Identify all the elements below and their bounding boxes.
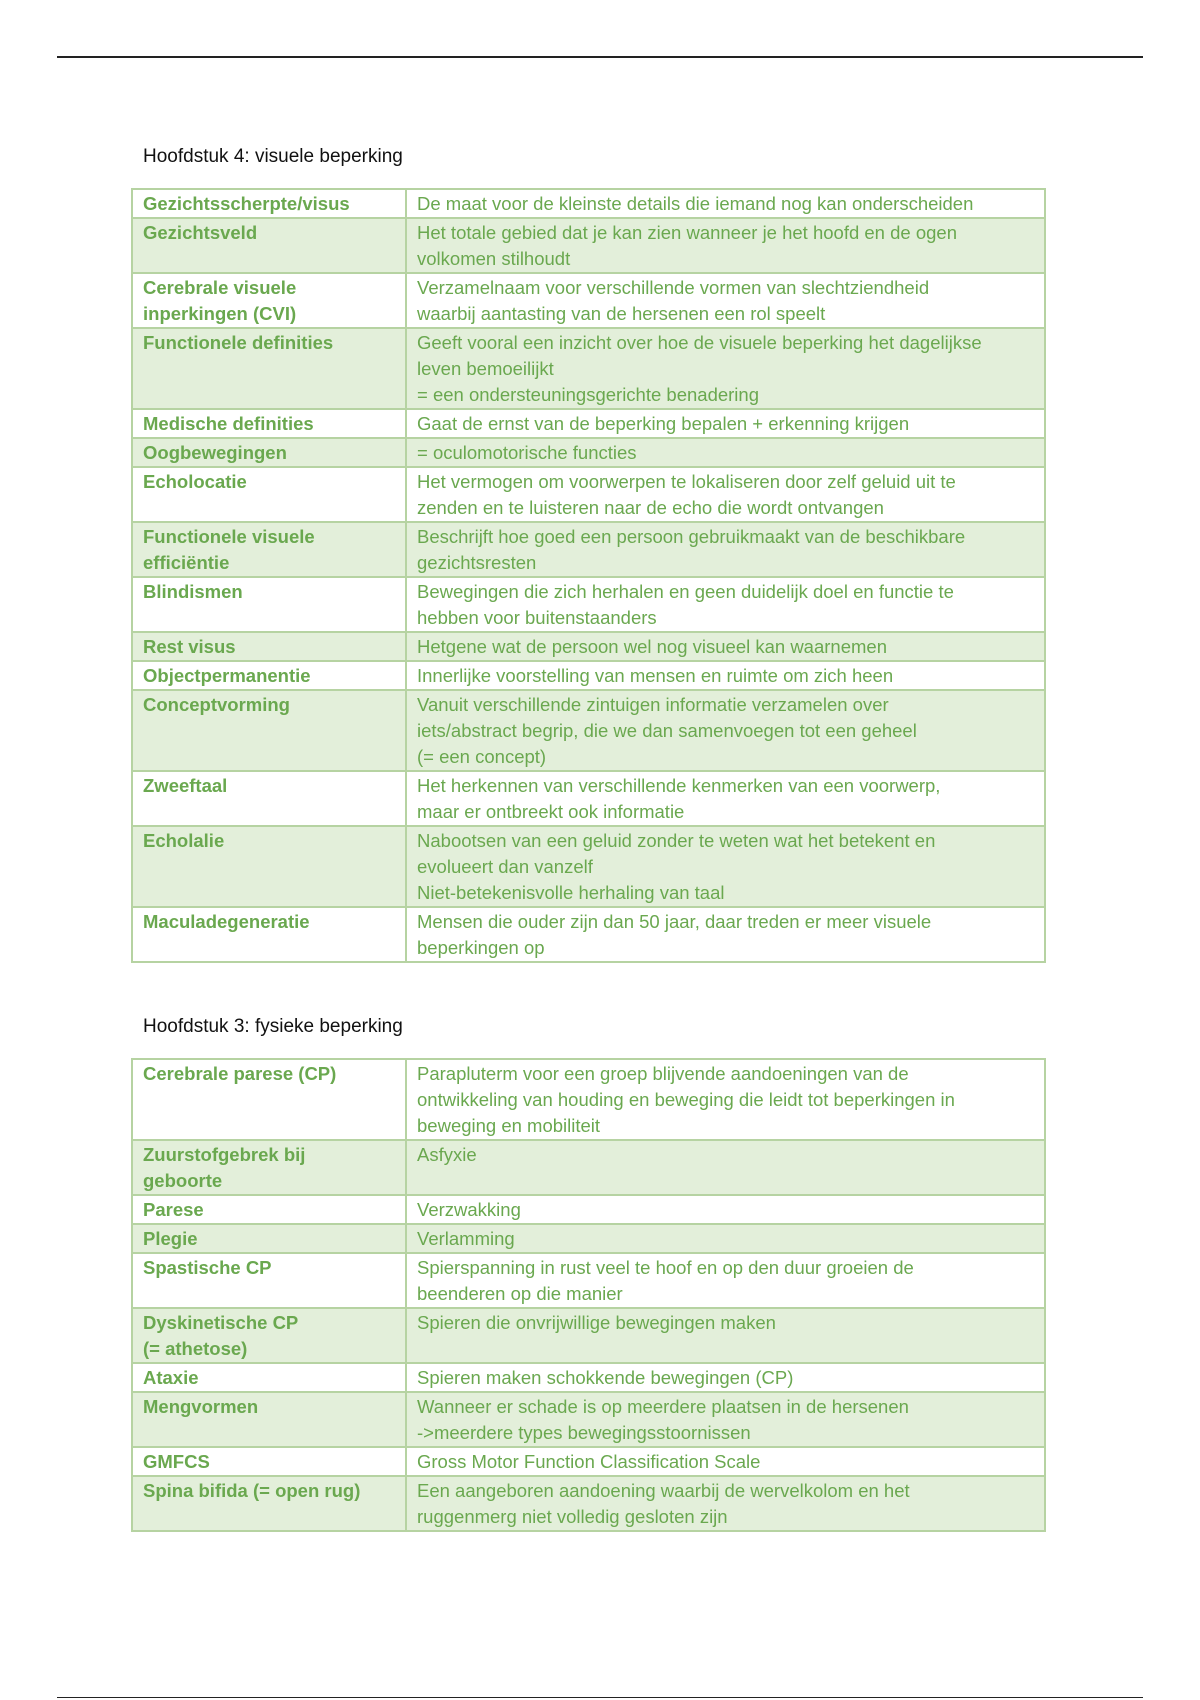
glossary-definition — [406, 409, 1045, 438]
term-line: Oogbewegingen — [143, 442, 287, 463]
term-line: Spastische CP — [143, 1257, 272, 1278]
glossary-row — [132, 1447, 1045, 1476]
glossary-row — [132, 273, 1045, 328]
glossary-definition — [406, 1195, 1045, 1224]
term-line: geboorte — [143, 1170, 223, 1191]
glossary-row — [132, 1392, 1045, 1447]
glossary-definition — [406, 438, 1045, 467]
glossary-term — [132, 1224, 406, 1253]
glossary-term — [132, 328, 406, 409]
glossary-term — [132, 189, 406, 218]
glossary-row — [132, 409, 1045, 438]
glossary-term — [132, 632, 406, 661]
definition-line: (= een concept) — [417, 746, 547, 767]
definition-line: Bewegingen die zich herhalen en geen duidelijk doel en functie te — [417, 581, 954, 602]
definition-line: De maat voor de kleinste details die iemand nog kan onderscheiden — [417, 193, 974, 214]
glossary-term — [132, 467, 406, 522]
definition-line: Een aangeboren aandoening waarbij de wervelkolom en het — [417, 1480, 910, 1501]
glossary-term — [132, 661, 406, 690]
definition-line: Het totale gebied dat je kan zien wanneer je het hoofd en de ogen — [417, 222, 957, 243]
glossary-definition — [406, 632, 1045, 661]
term-line: Functionele definities — [143, 332, 334, 353]
definition-line: Verlamming — [417, 1228, 515, 1249]
glossary-term — [132, 438, 406, 467]
glossary-term — [132, 1476, 406, 1531]
visual-impairment-glossary — [131, 188, 1046, 963]
chapter-3-heading: Hoofdstuk 3: fysieke beperking — [143, 1016, 403, 1037]
glossary-term — [132, 273, 406, 328]
definition-line: Parapluterm voor een groep blijvende aandoeningen van de — [417, 1063, 909, 1084]
glossary-row — [132, 1308, 1045, 1363]
definition-line: ruggenmerg niet volledig gesloten zijn — [417, 1506, 728, 1527]
definition-line: maar er ontbreekt ook informatie — [417, 801, 685, 822]
definition-line: ontwikkeling van houding en beweging die leidt tot beperkingen in — [417, 1089, 955, 1110]
glossary-row — [132, 522, 1045, 577]
glossary-term — [132, 409, 406, 438]
glossary-definition — [406, 1308, 1045, 1363]
definition-line: Het vermogen om voorwerpen te lokaliseren door zelf geluid uit te — [417, 471, 956, 492]
glossary-term — [132, 826, 406, 907]
definition-line: evolueert dan vanzelf — [417, 856, 593, 877]
glossary-row — [132, 1140, 1045, 1195]
header-rule — [57, 56, 1143, 58]
definition-line: hebben voor buitenstaanders — [417, 607, 657, 628]
glossary-definition — [406, 1140, 1045, 1195]
glossary-definition — [406, 1253, 1045, 1308]
term-line: Rest visus — [143, 636, 236, 657]
glossary-term — [132, 1059, 406, 1140]
term-line: Medische definities — [143, 413, 314, 434]
term-line: Cerebrale visuele — [143, 277, 297, 298]
definition-line: zenden en te luisteren naar de echo die wordt ontvangen — [417, 497, 884, 518]
glossary-row — [132, 467, 1045, 522]
definition-line: Spieren maken schokkende bewegingen (CP) — [417, 1367, 794, 1388]
term-line: Functionele visuele — [143, 526, 315, 547]
definition-line: Spierspanning in rust veel te hoof en op den duur groeien de — [417, 1257, 914, 1278]
term-line: Gezichtsscherpte/visus — [143, 193, 350, 214]
physical-impairment-glossary — [131, 1058, 1046, 1532]
term-line: (= athetose) — [143, 1338, 248, 1359]
term-line: Zweeftaal — [143, 775, 228, 796]
term-line: Gezichtsveld — [143, 222, 258, 243]
definition-line: iets/abstract begrip, die we dan samenvoegen tot een geheel — [417, 720, 917, 741]
term-line: Blindismen — [143, 581, 243, 602]
footer-rule — [57, 1697, 1143, 1698]
glossary-definition — [406, 1059, 1045, 1140]
definition-line: Wanneer er schade is op meerdere plaatsen in de hersenen — [417, 1396, 909, 1417]
glossary-row — [132, 1195, 1045, 1224]
definition-line: Verzamelnaam voor verschillende vormen van slechtziendheid — [417, 277, 930, 298]
glossary-row — [132, 632, 1045, 661]
glossary-definition — [406, 218, 1045, 273]
glossary-term — [132, 522, 406, 577]
term-line: Cerebrale parese (CP) — [143, 1063, 337, 1084]
definition-line: Gross Motor Function Classification Scale — [417, 1451, 761, 1472]
definition-line: Hetgene wat de persoon wel nog visueel kan waarnemen — [417, 636, 887, 657]
glossary-definition — [406, 1476, 1045, 1531]
definition-line: leven bemoeilijkt — [417, 358, 554, 379]
glossary-definition — [406, 189, 1045, 218]
glossary-row — [132, 1476, 1045, 1531]
glossary-definition — [406, 661, 1045, 690]
glossary-definition — [406, 1447, 1045, 1476]
glossary-row — [132, 1059, 1045, 1140]
definition-line: beenderen op die manier — [417, 1283, 623, 1304]
term-line: Dyskinetische CP — [143, 1312, 299, 1333]
glossary-term — [132, 1140, 406, 1195]
glossary-row — [132, 1363, 1045, 1392]
definition-line: = een ondersteuningsgerichte benadering — [417, 384, 759, 405]
glossary-definition — [406, 907, 1045, 962]
definition-line: Geeft vooral een inzicht over hoe de visuele beperking het dagelijkse — [417, 332, 982, 353]
term-line: inperkingen (CVI) — [143, 303, 297, 324]
definition-line: Gaat de ernst van de beperking bepalen + erkenning krijgen — [417, 413, 910, 434]
glossary-term — [132, 1308, 406, 1363]
glossary-definition — [406, 1392, 1045, 1447]
definition-line: beperkingen op — [417, 937, 545, 958]
glossary-row — [132, 771, 1045, 826]
term-line: Plegie — [143, 1228, 198, 1249]
glossary-row — [132, 826, 1045, 907]
definition-line: Het herkennen van verschillende kenmerken van een voorwerp, — [417, 775, 941, 796]
term-line: Ataxie — [143, 1367, 199, 1388]
term-line: Spina bifida (= open rug) — [143, 1480, 361, 1501]
glossary-row — [132, 328, 1045, 409]
glossary-row — [132, 1224, 1045, 1253]
glossary-definition — [406, 1363, 1045, 1392]
glossary-definition — [406, 273, 1045, 328]
definition-line: Niet-betekenisvolle herhaling van taal — [417, 882, 725, 903]
term-line: Objectpermanentie — [143, 665, 311, 686]
definition-line: Verzwakking — [417, 1199, 521, 1220]
term-line: Conceptvorming — [143, 694, 290, 715]
definition-line: Asfyxie — [417, 1144, 477, 1165]
glossary-definition — [406, 826, 1045, 907]
glossary-definition — [406, 1224, 1045, 1253]
definition-line: Spieren die onvrijwillige bewegingen maken — [417, 1312, 776, 1333]
definition-line: volkomen stilhoudt — [417, 248, 571, 269]
glossary-term — [132, 1363, 406, 1392]
glossary-definition — [406, 690, 1045, 771]
term-line: Maculadegeneratie — [143, 911, 310, 932]
glossary-term — [132, 1392, 406, 1447]
chapter-4-heading: Hoofdstuk 4: visuele beperking — [143, 146, 403, 167]
definition-line: = oculomotorische functies — [417, 442, 637, 463]
glossary-term — [132, 577, 406, 632]
term-line: Zuurstofgebrek bij — [143, 1144, 306, 1165]
glossary-row — [132, 189, 1045, 218]
glossary-row — [132, 218, 1045, 273]
glossary-definition — [406, 467, 1045, 522]
definition-line: Mensen die ouder zijn dan 50 jaar, daar treden er meer visuele — [417, 911, 932, 932]
glossary-term — [132, 218, 406, 273]
term-line: Mengvormen — [143, 1396, 259, 1417]
glossary-row — [132, 1253, 1045, 1308]
glossary-term — [132, 1447, 406, 1476]
glossary-definition — [406, 522, 1045, 577]
term-line: Echolalie — [143, 830, 225, 851]
glossary-row — [132, 661, 1045, 690]
definition-line: Nabootsen van een geluid zonder te weten wat het betekent en — [417, 830, 936, 851]
definition-line: Innerlijke voorstelling van mensen en ruimte om zich heen — [417, 665, 894, 686]
glossary-definition — [406, 328, 1045, 409]
term-line: efficiëntie — [143, 552, 230, 573]
glossary-row — [132, 438, 1045, 467]
term-line: Parese — [143, 1199, 204, 1220]
definition-line: Beschrijft hoe goed een persoon gebruikmaakt van de beschikbare — [417, 526, 966, 547]
definition-line: ->meerdere types bewegingsstoornissen — [417, 1422, 751, 1443]
definition-line: waarbij aantasting van de hersenen een rol speelt — [417, 303, 826, 324]
definition-line: beweging en mobiliteit — [417, 1115, 601, 1136]
glossary-definition — [406, 577, 1045, 632]
glossary-term — [132, 771, 406, 826]
glossary-term — [132, 1253, 406, 1308]
glossary-term — [132, 907, 406, 962]
definition-line: Vanuit verschillende zintuigen informatie verzamelen over — [417, 694, 889, 715]
glossary-row — [132, 577, 1045, 632]
glossary-term — [132, 690, 406, 771]
glossary-row — [132, 907, 1045, 962]
glossary-row — [132, 690, 1045, 771]
term-line: Echolocatie — [143, 471, 247, 492]
glossary-definition — [406, 771, 1045, 826]
definition-line: gezichtsresten — [417, 552, 537, 573]
glossary-term — [132, 1195, 406, 1224]
term-line: GMFCS — [143, 1451, 210, 1472]
